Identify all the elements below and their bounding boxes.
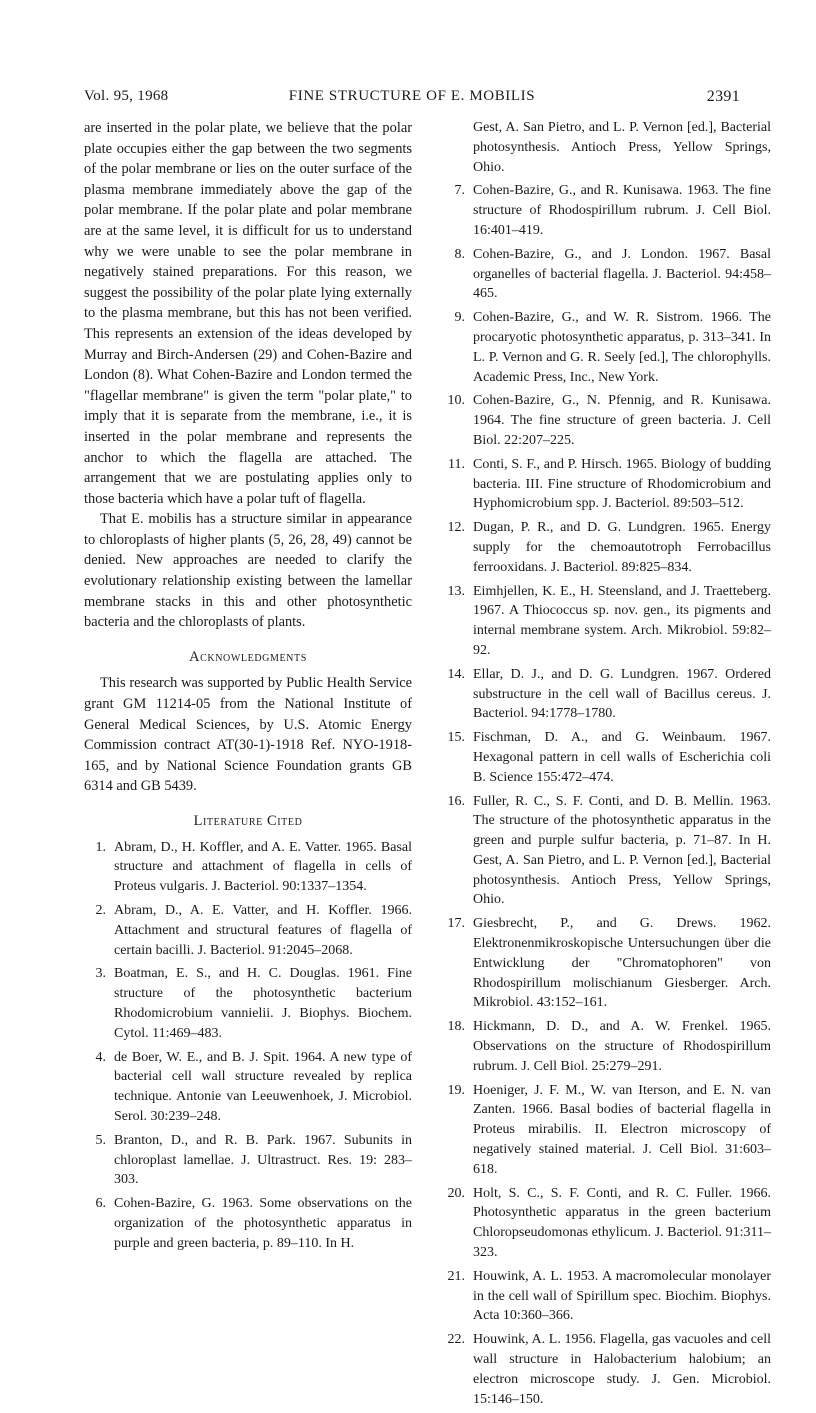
reference-item: 7 . Cohen-Bazire, G., and R. Kunisawa. 1963. The fine structure of Rhodospirillum rubrum. J. Cell Biol. 16:401–419.: [443, 181, 771, 240]
reference-item: 20 . Holt, S. C., S. F. Conti, and R. C. Fuller. 1966. Photosynthetic apparatus in the green bacterium Chloropseudomonas ethylicum. J. Bacteriol. 91:311–323.: [443, 1184, 771, 1263]
reference-item: 2 . Abram, D., A. E. Vatter, and H. Koffler. 1966. Attachment and structural features of flagella of certain bacilli. J. Bacteriol. 91:2045–2068.: [84, 901, 412, 960]
reference-item: 11 . Conti, S. F., and P. Hirsch. 1965. Biology of budding bacteria. III. Fine structure of Rhodomicrobium and Hyphomicrobium spp. J. Bacteriol. 89:503–512.: [443, 455, 771, 514]
acknowledgments-heading: Acknowledgments: [189, 648, 307, 665]
body-paragraph: are inserted in the polar plate, we believe that the polar plate occupies either the gap between the two segments of the polar membrane or lies on the outer surface of the plasma membrane immediately above the gap of the polar membrane. If the polar plate and polar membrane are at the same level, it is difficult for us to understand why we were unable to see the polar membrane in negatively stained preparations. For this reason, we suggest the possibility of the polar plate lying externally to the plasma membrane, but this has not been verified. This represents an extension of the ideas developed by Murray and Birch-Andersen (29) and Cohen-Bazire and London (8). What Cohen-Bazire and London termed the "flagellar membrane" is given the term "polar plate," to imply that it is separate from the membrane, i.e., it is inserted in the polar membrane and represents the anchor to which the flagella are attached. The arrangement that we are postulating applies only to those bacteria which have a polar tuft of flagella.: [84, 120, 412, 507]
reference-item: 16 . Fuller, R. C., S. F. Conti, and D. B. Mellin. 1963. The structure of the photosynthetic apparatus in the green and purple sulfur bacteria, p. 71–87. In H. Gest, A. San Pietro, and L. P. Vernon [ed.], Bacterial photosynthesis. Antioch Press, Yellow Springs, Ohio.: [443, 792, 771, 911]
body-paragraph: That E. mobilis has a structure similar in appearance to chloroplasts of higher plants (5, 26, 28, 49) cannot be denied. New approaches are needed to clarify the evolutionary relationship existing between the lamellar membrane stacks in this and other photosynthetic bacteria and the chloroplasts of plants.: [84, 511, 412, 631]
reference-item: 10 . Cohen-Bazire, G., N. Pfennig, and R. Kunisawa. 1964. The fine structure of green bacteria. J. Cell Biol. 22:207–225.: [443, 391, 771, 450]
reference-item: 4 . de Boer, W. E., and B. J. Spit. 1964. A new type of bacterial cell wall structure revealed by replica technique. Antonie van Leeuwenhoek, J. Microbiol. Serol. 30:239–248.: [84, 1048, 412, 1127]
page-number: 2391: [706, 88, 740, 105]
right-column: [443, 118, 771, 1413]
reference-continuation: Gest, A. San Pietro, and L. P. Vernon [ed.], Bacterial photosynthesis. Antioch Press, Yellow Springs, Ohio.: [473, 120, 771, 175]
reference-item: 12 . Dugan, P. R., and D. G. Lundgren. 1965. Energy supply for the chemoautotroph Ferrobacillus ferrooxidans. J. Bacteriol. 89:825–834.: [443, 518, 771, 577]
reference-item: 3 . Boatman, E. S., and H. C. Douglas. 1961. Fine structure of the photosynthetic bacterium Rhodomicrobium vannielii. J. Biophys. Biochem. Cytol. 11:469–483.: [84, 964, 412, 1043]
running-title: FINE STRUCTURE OF E. MOBILIS: [288, 88, 536, 104]
left-column: [84, 118, 412, 1258]
reference-item: 19 . Hoeniger, J. F. M., W. van Iterson, and E. N. van Zanten. 1966. Basal bodies of bacterial flagella in Proteus mirabilis. II. Electron microscopy of negatively stained material. J. Cell Biol. 31:603–618.: [443, 1081, 771, 1180]
reference-item: 21 . Houwink, A. L. 1953. A macromolecular monolayer in the cell wall of Spirillum spec. Biochim. Biophys. Acta 10:360–366.: [443, 1267, 771, 1326]
reference-item: 15 . Fischman, D. A., and G. Weinbaum. 1967. Hexagonal pattern in cell walls of Escherichia coli B. Science 155:472–474.: [443, 728, 771, 787]
reference-item: 13 . Eimhjellen, K. E., H. Steensland, and J. Traetteberg. 1967. A Thiococcus sp. nov. gen., its pigments and internal membrane system. Arch. Mikrobiol. 59:82–92.: [443, 582, 771, 661]
reference-item: 18 . Hickmann, D. D., and A. W. Frenkel. 1965. Observations on the structure of Rhodospirillum rubrum. J. Cell Biol. 25:279–291.: [443, 1017, 771, 1076]
reference-item: 6 . Cohen-Bazire, G. 1963. Some observations on the organization of the photosynthetic apparatus in purple and green bacteria, p. 89–110. In H.: [84, 1194, 412, 1253]
reference-list-left: [84, 838, 412, 1254]
literature-heading: Literature Cited: [193, 813, 303, 829]
reference-item: 14 . Ellar, D. J., and D. G. Lundgren. 1967. Ordered substructure in the cell wall of Bacillus cereus. J. Bacteriol. 94:1778–1780.: [443, 665, 771, 724]
reference-item: 9 . Cohen-Bazire, G., and W. R. Sistrom. 1966. The procaryotic photosynthetic apparatus, p. 313–341. In L. P. Vernon and G. R. Seely [ed.], The chlorophylls. Academic Press, Inc., New York.: [443, 308, 771, 387]
reference-list-right: [443, 118, 771, 1409]
reference-item: 8 . Cohen-Bazire, G., and J. London. 1967. Basal organelles of bacterial flagella. J. Bacteriol. 94:458–465.: [443, 245, 771, 304]
reference-item: 1 . Abram, D., H. Koffler, and A. E. Vatter. 1965. Basal structure and attachment of flagella in cells of Proteus vulgaris. J. Bacteriol. 90:1337–1354.: [84, 838, 412, 897]
reference-item: 5 . Branton, D., and R. B. Park. 1967. Subunits in chloroplast lamellae. J. Ultrastruct. Res. 19: 283–303.: [84, 1131, 412, 1190]
volume-label: Vol. 95, 1968: [84, 88, 169, 104]
running-header: [84, 88, 740, 112]
reference-item: 17 . Giesbrecht, P., and G. Drews. 1962. Elektronenmikroskopische Untersuchungen über die Entwicklung der "Chromatophoren" von Rhodospirillum molischianum Giesberger. Arch. Mikrobiol. 43:152–161.: [443, 914, 771, 1013]
reference-item: 22 . Houwink, A. L. 1956. Flagella, gas vacuoles and cell wall structure in Halobacterium halobium; an electron microscope study. J. Gen. Microbiol. 15:146–150.: [443, 1330, 771, 1409]
acknowledgments-text: This research was supported by Public Health Service grant GM 11214-05 from the National Institute of General Medical Sciences, by U.S. Atomic Energy Commission contract AT(30-1)-1918 Ref. NYO-1918-165, and by National Science Foundation grants GB 6314 and GB 5439.: [84, 675, 412, 795]
